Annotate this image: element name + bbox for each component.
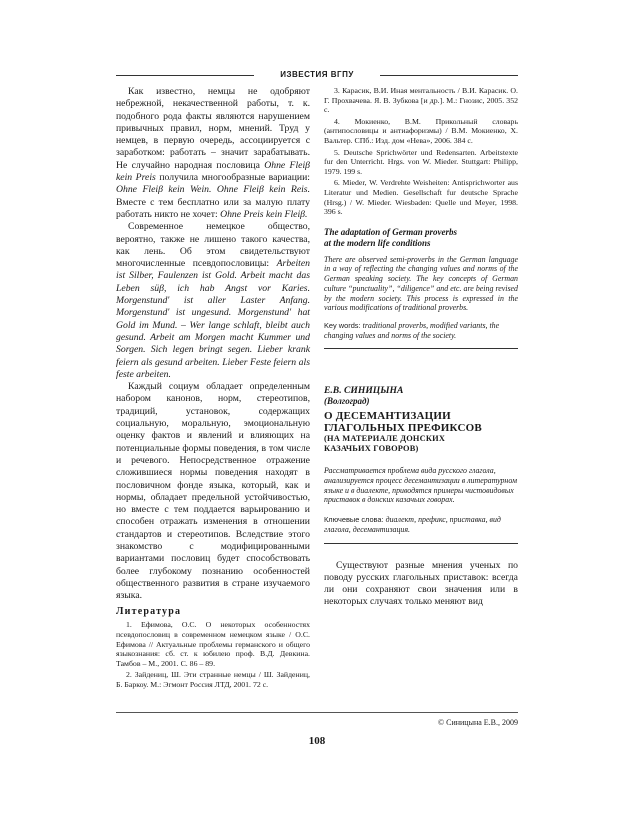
text-run: Вместе с тем бесплатно или за малую плату работать никто не хочет: [116, 196, 310, 220]
russian-keywords [324, 515, 518, 534]
text-run: Как известно, немцы не одобряют небрежной, некачественной работы, т. к. подобного рода факты являются нарушением привычных правил, норм, мнений. Труд у немцев, в первую очередь, ассоциируется с заработком: работать – значит зарабатывать. Не случайно народная пословица [116, 86, 310, 171]
running-header [116, 68, 518, 82]
text-run: Современное немецкое общество, вероятно, также не лишено такого качества, как лень. Об этом свидетельствуют многочисленные псевдопословицы: [116, 221, 310, 270]
keywords-value: traditional proverbs, modified variants, the changing values and norms of the society. [324, 320, 500, 340]
article-body [324, 560, 518, 609]
paragraph-laziness [116, 221, 310, 381]
left-column [116, 86, 310, 692]
title-line: ГЛАГОЛЬНЫХ ПРЕФИКСОВ [324, 421, 482, 434]
proverb-italic: Ohne Preis kein Fleiβ. [220, 208, 308, 220]
keywords-label: Key words: [324, 320, 363, 330]
proverb-italic: Ohne Fleiβ kein Preis [116, 159, 310, 184]
text-run: получила многообразные вариации: [155, 172, 310, 184]
footer-rule [116, 712, 518, 713]
english-abstract-title [324, 227, 518, 249]
paragraph-work-attitude [116, 86, 310, 221]
subtitle-line: КАЗАЧЬИХ ГОВОРОВ) [324, 444, 419, 454]
section-divider [324, 543, 518, 544]
article-subtitle [324, 434, 518, 454]
references-heading: Литература [116, 606, 182, 618]
russian-abstract: Рассматривается проблема вида русского глагола, анализируется процесс десемантизации в литературном языке и в диалекте, приводятся примеры чистовидовых приставок в донских казачьих говорах. [324, 466, 518, 505]
article-title [324, 411, 518, 434]
article-first-paragraph: Существуют разные мнения ученых по поводу русских глагольных приставок: всегда ли они сохраняют свои значения или в некоторых случаях только меняют вид [324, 559, 518, 608]
article-author: Е.В. СИНИЦЫНА [324, 385, 404, 397]
reference-item: 4. Мокиенко, В.М. Прикольный словарь (антипословицы и антиафоризмы) / В.М. Мокиенко, Х. Вальтер. СПб.: Изд. дом «Нева», 2006. 384 с. [324, 116, 518, 145]
keywords-value: диалект, префикс, приставка, вид глагола, десемантизация. [324, 515, 501, 534]
right-column [324, 86, 518, 609]
section-divider [324, 348, 518, 349]
proverb-italic: Ohne Fleiβ kein Wein. Ohne Fleiβ kein Reis. [116, 184, 310, 196]
abstract-title-line: The adaptation of German proverbs [324, 226, 458, 237]
author-city: (Волгоград) [324, 396, 370, 407]
reference-item: 6. Mieder, W. Verdrehte Weisheiten: Antisprichworter aus Literatur und Medien. Gesellschaft fur deutsche Sprache (Hrsg.) / W. Mieder. Wiesbaden: Quelle und Meyer, 1998. 396 s. [324, 178, 518, 217]
subtitle-line: (НА МАТЕРИАЛЕ ДОНСКИХ [324, 434, 446, 444]
proverb-italic: Arbeiten ist Silber, Faulenzen ist Gold. Arbeit macht das Leben süβ, ich hab Angst vor Karies. Morgenstund' ist aller Laster Anfang. Morgenstund' ist ungesund. Morgenstund' hat Gold im Mund. – Wer lange schlaft, bleibt auch gesund. Arbeit am Morgen macht Kummer und Sorgen. Sich legen bringt segen. Lieber krank feiern als gesund arbeiten. Lieber Feste feiern als feste arbeiten. [116, 258, 310, 380]
journal-title: ИЗВЕСТИЯ ВГПУ [280, 70, 354, 79]
page-number: 108 [308, 735, 326, 747]
abstract-title-line: at the modern life conditions [324, 237, 431, 248]
copyright-notice: © Синицына Е.В., 2009 [438, 718, 518, 727]
reference-item: 2. Зайдениц, Ш. Эти странные немцы / Ш. Зайдениц, Б. Баркоу. М.: Эгмонт Россия ЛТД, 2001. 72 с. [116, 670, 310, 690]
english-abstract: There are observed semi-proverbs in the German language in a way of reflecting the changing values and norms of the German speaking society. The key concepts of German culture “punctuality”, “diligence” and etc. are being revised by the modern society. This process is expressed in the various modifications of traditional proverbs. [324, 254, 518, 313]
english-keywords [324, 321, 518, 340]
reference-item: 1. Ефимова, О.С. О некоторых особенностях псевдопословиц в современном немецком языке / О.С. Ефимова // Актуальные проблемы германского и общего языкознания: сб. ст. к юбилею проф. В.Д. Девкина. Тамбов – М., 2001. С. 86 – 89. [116, 620, 310, 668]
paragraph-society: Каждый социум обладает определенным набором канонов, норм, стереотипов, традиций, установок, содержащих социальную, моральную, эмоциональную оценку фактов и явлений и влияющих на потенциальные формы поведения, в том числе и речевого. Непосредственное отражение сложившиеся нормы поведения находят в пословичном фонде языка, который, как и нормы, обладает предельной устойчивостью, но вместе с тем поддается варьированию и способен отражать изменения в отношении стандартов и стереотипов. Вследствие этого знакомство с модифицированными вариантами пословиц будет способствовать более глубокому познанию особенностей общественного развития в стране изучаемого языка. [116, 381, 310, 602]
keywords-label: Ключевые слова: [324, 515, 386, 525]
title-line: О ДЕСЕМАНТИЗАЦИИ [324, 410, 451, 423]
reference-item: 3. Карасик, В.И. Иная ментальность / В.И. Карасик. О. Г. Прохвачева. Я. В. Зубкова [и др.]. М.: Гнозис, 2005. 352 с. [324, 86, 518, 115]
header-rule-right [380, 75, 518, 76]
reference-item: 5. Deutsche Sprichwörter und Redensarten. Arbeitstexte fur den Unterricht. Hrgs. von W. Mieder. Stuttgart: Philipp, 1979. 199 s. [324, 147, 518, 176]
